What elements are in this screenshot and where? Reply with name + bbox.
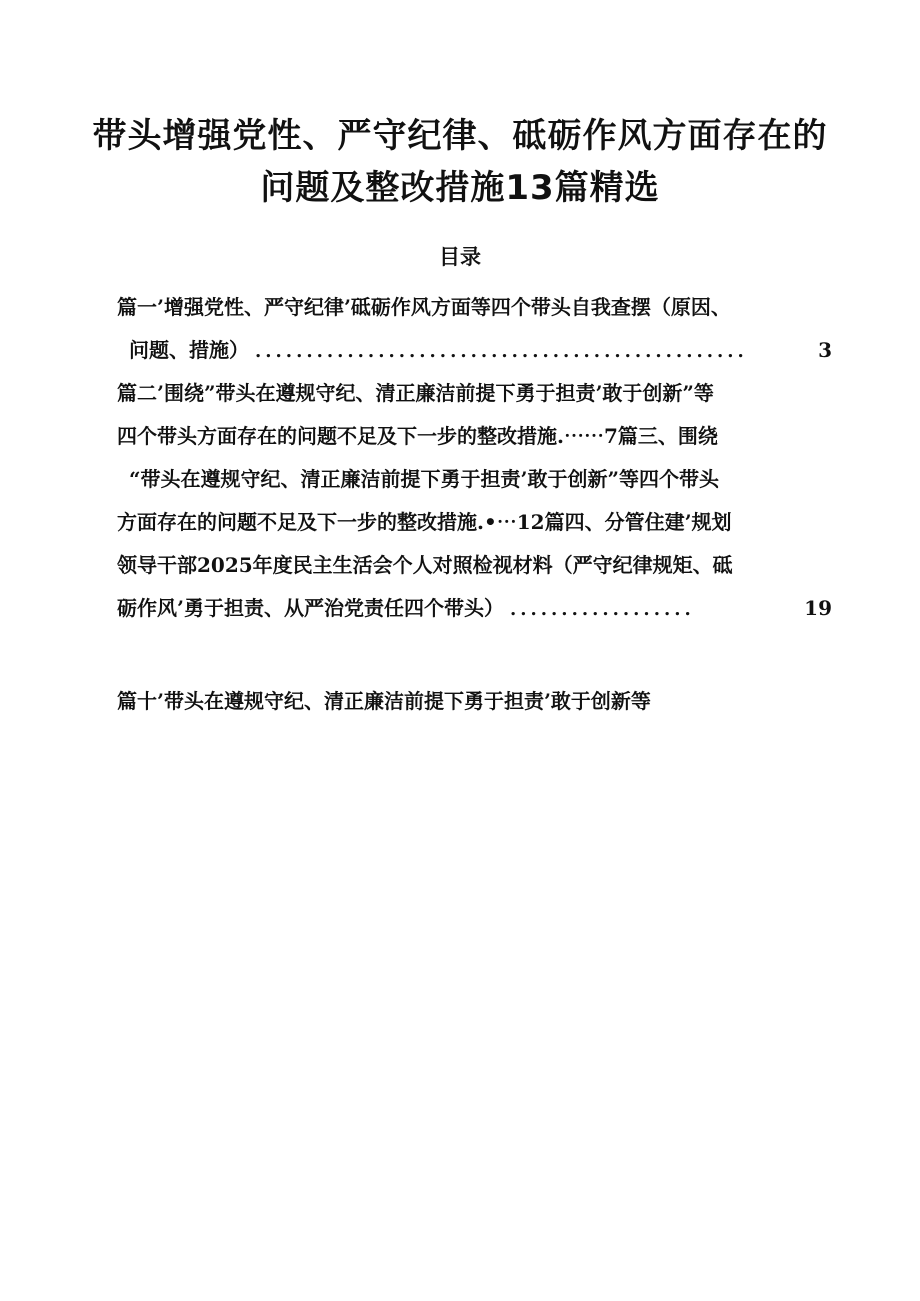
title-line-1: 带头增强党性、严守纪律、砥砺作风方面存在的 — [92, 116, 828, 156]
toc-page-number: 3 — [818, 338, 832, 362]
toc-line[interactable] — [117, 329, 832, 372]
toc-leader-dots: ................................................ — [255, 341, 748, 362]
toc-line-text: 砺作风’勇于担责、从严治党责任四个带头） — [117, 596, 504, 620]
toc-heading: 目录 — [439, 244, 481, 269]
toc-line-text: 问题、措施） — [129, 338, 249, 362]
toc-line[interactable]: 方面存在的问题不足及下一步的整改措施.•⋯12篇四、分管住建’规划 — [117, 510, 732, 534]
document-title — [60, 110, 860, 214]
toc-line[interactable]: 篇一’增强党性、严守纪律’砥砺作风方面等四个带头自我查摆（原因、 — [117, 295, 731, 319]
table-of-contents — [117, 286, 832, 630]
toc-line[interactable]: “带头在遵规守纪、清正廉洁前提下勇于担责’敢于创新”等四个带头 — [129, 467, 719, 491]
toc-extra-line[interactable]: 篇十’带头在遵规守纪、清正廉洁前提下勇于担责’敢于创新等 — [117, 689, 651, 713]
toc-line[interactable] — [117, 587, 832, 630]
toc-leader-dots: .................. — [509, 599, 695, 620]
title-line-2: 问题及整改措施13篇精选 — [260, 168, 660, 208]
toc-line[interactable]: 四个带头方面存在的问题不足及下一步的整改措施.⋯⋯7篇三、围绕 — [117, 424, 718, 448]
toc-page-number: 19 — [804, 596, 832, 620]
toc-line[interactable]: 领导干部2025年度民主生活会个人对照检视材料（严守纪律规矩、砥 — [117, 553, 733, 577]
toc-line[interactable]: 篇二’围绕”带头在遵规守纪、清正廉洁前提下勇于担责’敢于创新”等 — [117, 381, 714, 405]
